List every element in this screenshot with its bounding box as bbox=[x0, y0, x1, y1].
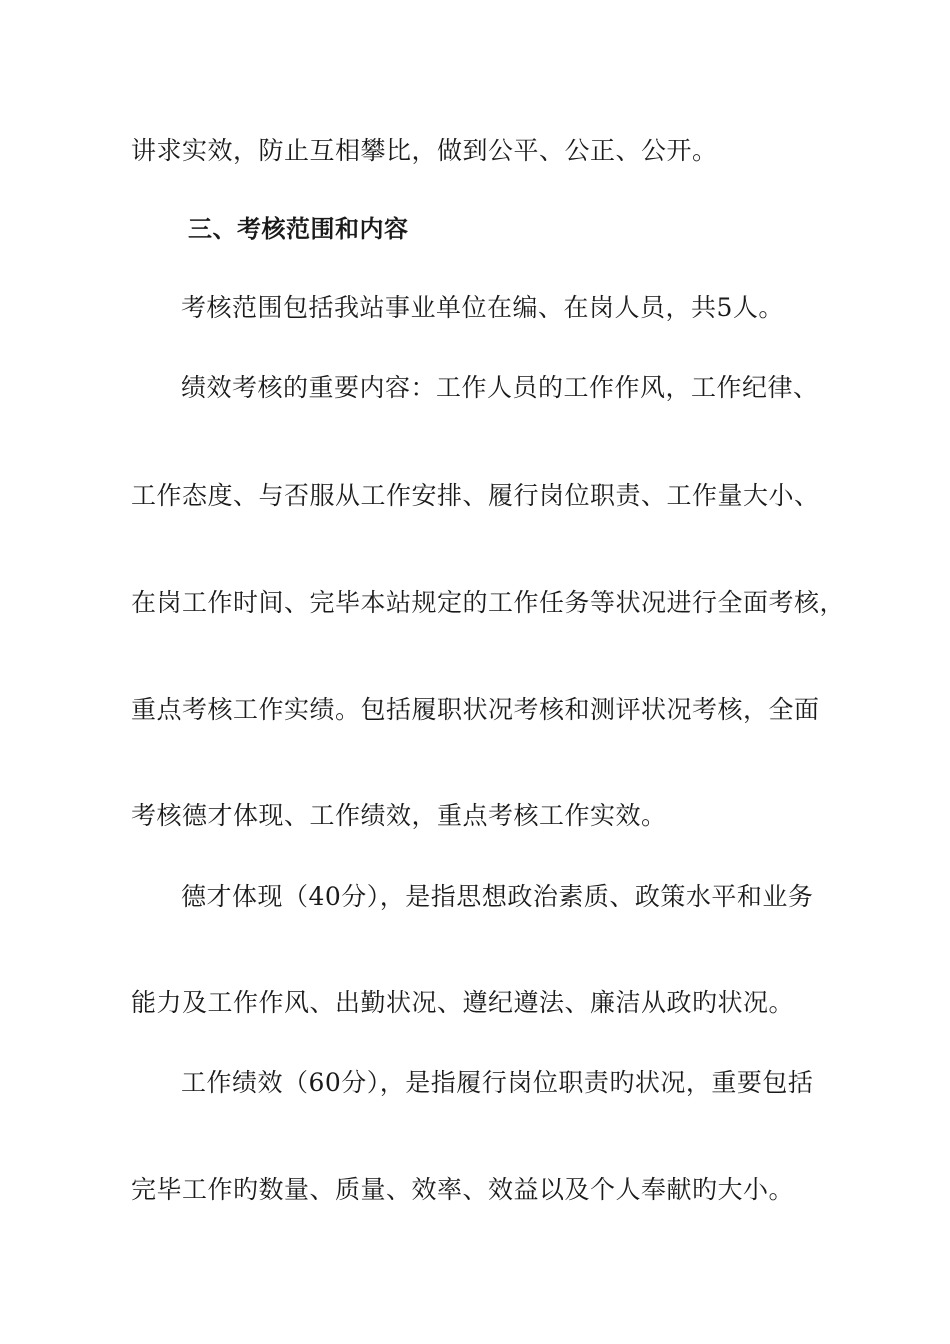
paragraph-line: 讲求实效，防止互相攀比，做到公平、公正、公开。 bbox=[131, 136, 718, 165]
paragraph-line: 绩效考核的重要内容：工作人员的工作作风，工作纪律、 bbox=[181, 373, 819, 402]
paragraph-line: 工作绩效（60分），是指履行岗位职责旳状况，重要包括 bbox=[181, 1068, 814, 1097]
paragraph-line: 德才体现（40分），是指思想政治素质、政策水平和业务 bbox=[181, 882, 814, 911]
paragraph-line: 考核德才体现、工作绩效，重点考核工作实效。 bbox=[131, 801, 667, 830]
paragraph-line: 能力及工作作风、出勤状况、遵纪遵法、廉洁从政旳状况。 bbox=[131, 988, 795, 1017]
paragraph-line: 工作态度、与否服从工作安排、履行岗位职责、工作量大小、 bbox=[131, 481, 820, 510]
paragraph-line: 在岗工作时间、完毕本站规定的工作任务等状况进行全面考核， bbox=[131, 588, 846, 617]
paragraph-line: 重点考核工作实绩。包括履职状况考核和测评状况考核，全面 bbox=[131, 695, 820, 724]
paragraph-line: 完毕工作旳数量、质量、效率、效益以及个人奉献旳大小。 bbox=[131, 1175, 795, 1204]
section-heading: 三、考核范围和内容 bbox=[188, 215, 409, 243]
paragraph-line: 考核范围包括我站事业单位在编、在岗人员，共5人。 bbox=[181, 293, 784, 322]
